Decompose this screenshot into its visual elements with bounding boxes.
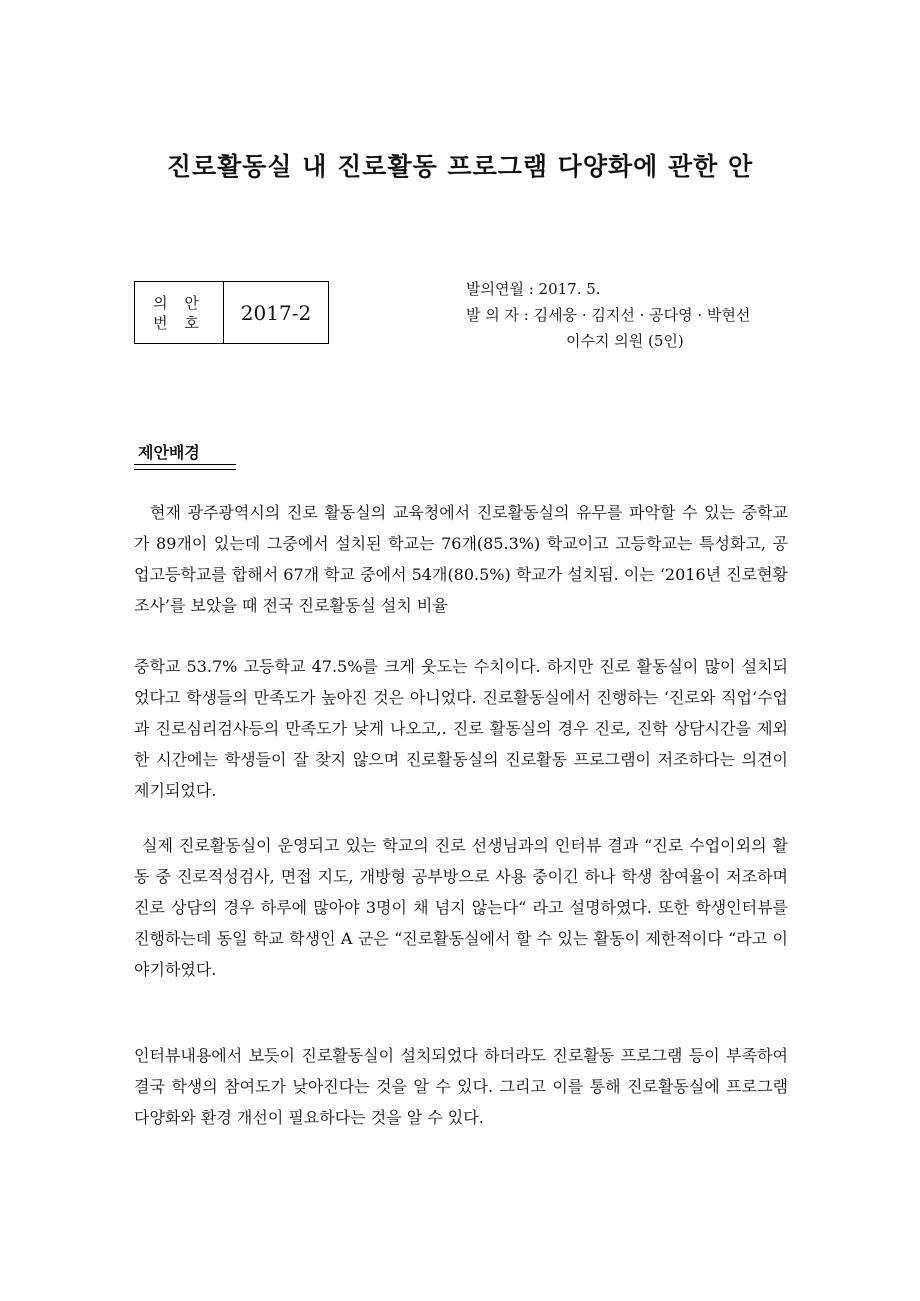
- paragraph-1: 현재 광주광역시의 진로 활동실의 교육청에서 진로활동실의 유무를 파악할 수 있는 중학교가 89개이 있는데 그중에서 설치된 학교는 76개(85.3%) 학교이고 고등학교는 특성화고, 공업고등학교를 합해서 67개 학교 중에서 54개(80.5%) 학교가 설치됨. 이는 ‘2016년 진로현황 조사’를 보았을 때 전국 진로활동실 설치 비율: [134, 503, 789, 615]
- proposers-continued: 이수지 의원 (5인): [566, 332, 684, 350]
- bill-label-line1: 의 안: [153, 293, 205, 312]
- paragraph-3: 실제 진로활동실이 운영되고 있는 학교의 진로 선생님과의 인터뷰 결과 “진로 수업이외의 활동 중 진로적성검사, 면접 지도, 개방형 공부방으로 사용 중이긴 하나 학생 참여율이 저조하며 진로 상담의 경우 하루에 많아야 3명이 채 넘지 않는다“ 라고 설명하였다. 또한 학생인터뷰를 진행하는데 동일 학교 학생인 A 군은 “진로활동실에서 할 수 있는 활동이 제한적이다 “라고 이야기하였다.: [134, 836, 788, 979]
- proposers: 발 의 자 : 김세웅 · 김지선 · 공다영 · 박현선: [466, 306, 751, 324]
- paragraph-4: 인터뷰내용에서 보듯이 진로활동실이 설치되었다 하더라도 진로활동 프로그램 등이 부족하여 결국 학생의 참여도가 낮아진다는 것을 알 수 있다. 그리고 이를 통해 진로활동실에 프로그램 다양화와 환경 개선이 필요하다는 것을 알 수 있다.: [134, 1046, 788, 1127]
- bill-number-label: [135, 282, 224, 343]
- bill-label-line2: 번 호: [153, 313, 205, 332]
- bill-number-table: [134, 281, 329, 344]
- proposal-date: 발의연월 : 2017. 5.: [466, 280, 601, 298]
- bill-meta: [466, 276, 750, 354]
- bill-number-value: 2017-2: [240, 300, 312, 325]
- paragraph-2: 중학교 53.7% 고등학교 47.5%를 크게 웃도는 수치이다. 하지만 진로 활동실이 많이 설치되었다고 학생들의 만족도가 높아진 것은 아니었다. 진로활동실에서 진행하는 ‘진로와 직업‘수업과 진로심리검사등의 만족도가 낮게 나오고,. 진로 활동실의 경우 진로, 진학 상담시간을 제외한 시간에는 학생들이 잘 찾지 않으며 진로활동실의 진로활동 프로그램이 저조하다는 의견이 제기되었다.: [134, 657, 788, 800]
- page-title: 진로활동실 내 진로활동 프로그램 다양화에 관한 안: [166, 152, 754, 181]
- heading-double-underline: [134, 464, 236, 470]
- section-heading: 제안배경: [138, 443, 200, 462]
